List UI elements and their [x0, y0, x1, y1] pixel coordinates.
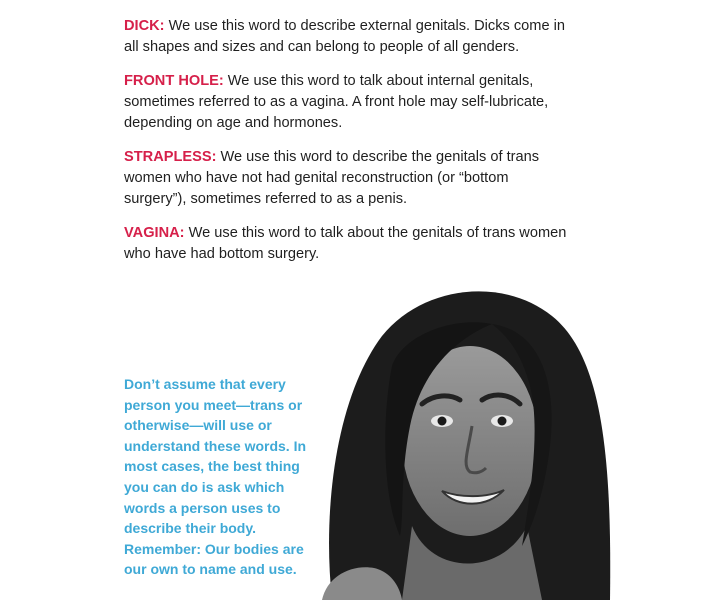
definition-text: We use this word to talk about internal genitals, sometimes referred to as a vagina. A front hole may self-lubricate, depending on age and hormones.: [124, 73, 549, 131]
definition-term: FRONT HOLE:: [124, 73, 224, 89]
pupil-left: [438, 417, 447, 426]
definitions-list: [124, 16, 574, 278]
definition-term: DICK:: [124, 18, 165, 34]
definition-front-hole: [124, 71, 574, 134]
definition-vagina: [124, 223, 574, 265]
callout-text: Don’t assume that every person you meet—trans or otherwise—will use or understand these words. In most cases, the best thing you can do is ask which words a person uses to describe their body. Remember: Our bodies are our own to name and use.: [124, 376, 307, 578]
definition-term: VAGINA:: [124, 225, 185, 241]
definition-text: We use this word to describe the genitals of trans women who have not had genital reconstruction (or “bottom surgery”), sometimes referred to as a penis.: [124, 149, 540, 207]
definition-text: We use this word to talk about the genitals of trans women who have had bottom surgery.: [124, 225, 567, 262]
portrait-photo: [282, 276, 612, 600]
definition-dick: [124, 16, 574, 58]
definition-strapless: [124, 147, 574, 210]
pupil-right: [498, 417, 507, 426]
definition-term: STRAPLESS:: [124, 149, 217, 165]
definition-text: We use this word to describe external genitals. Dicks come in all shapes and sizes and can belong to people of all genders.: [124, 18, 565, 55]
